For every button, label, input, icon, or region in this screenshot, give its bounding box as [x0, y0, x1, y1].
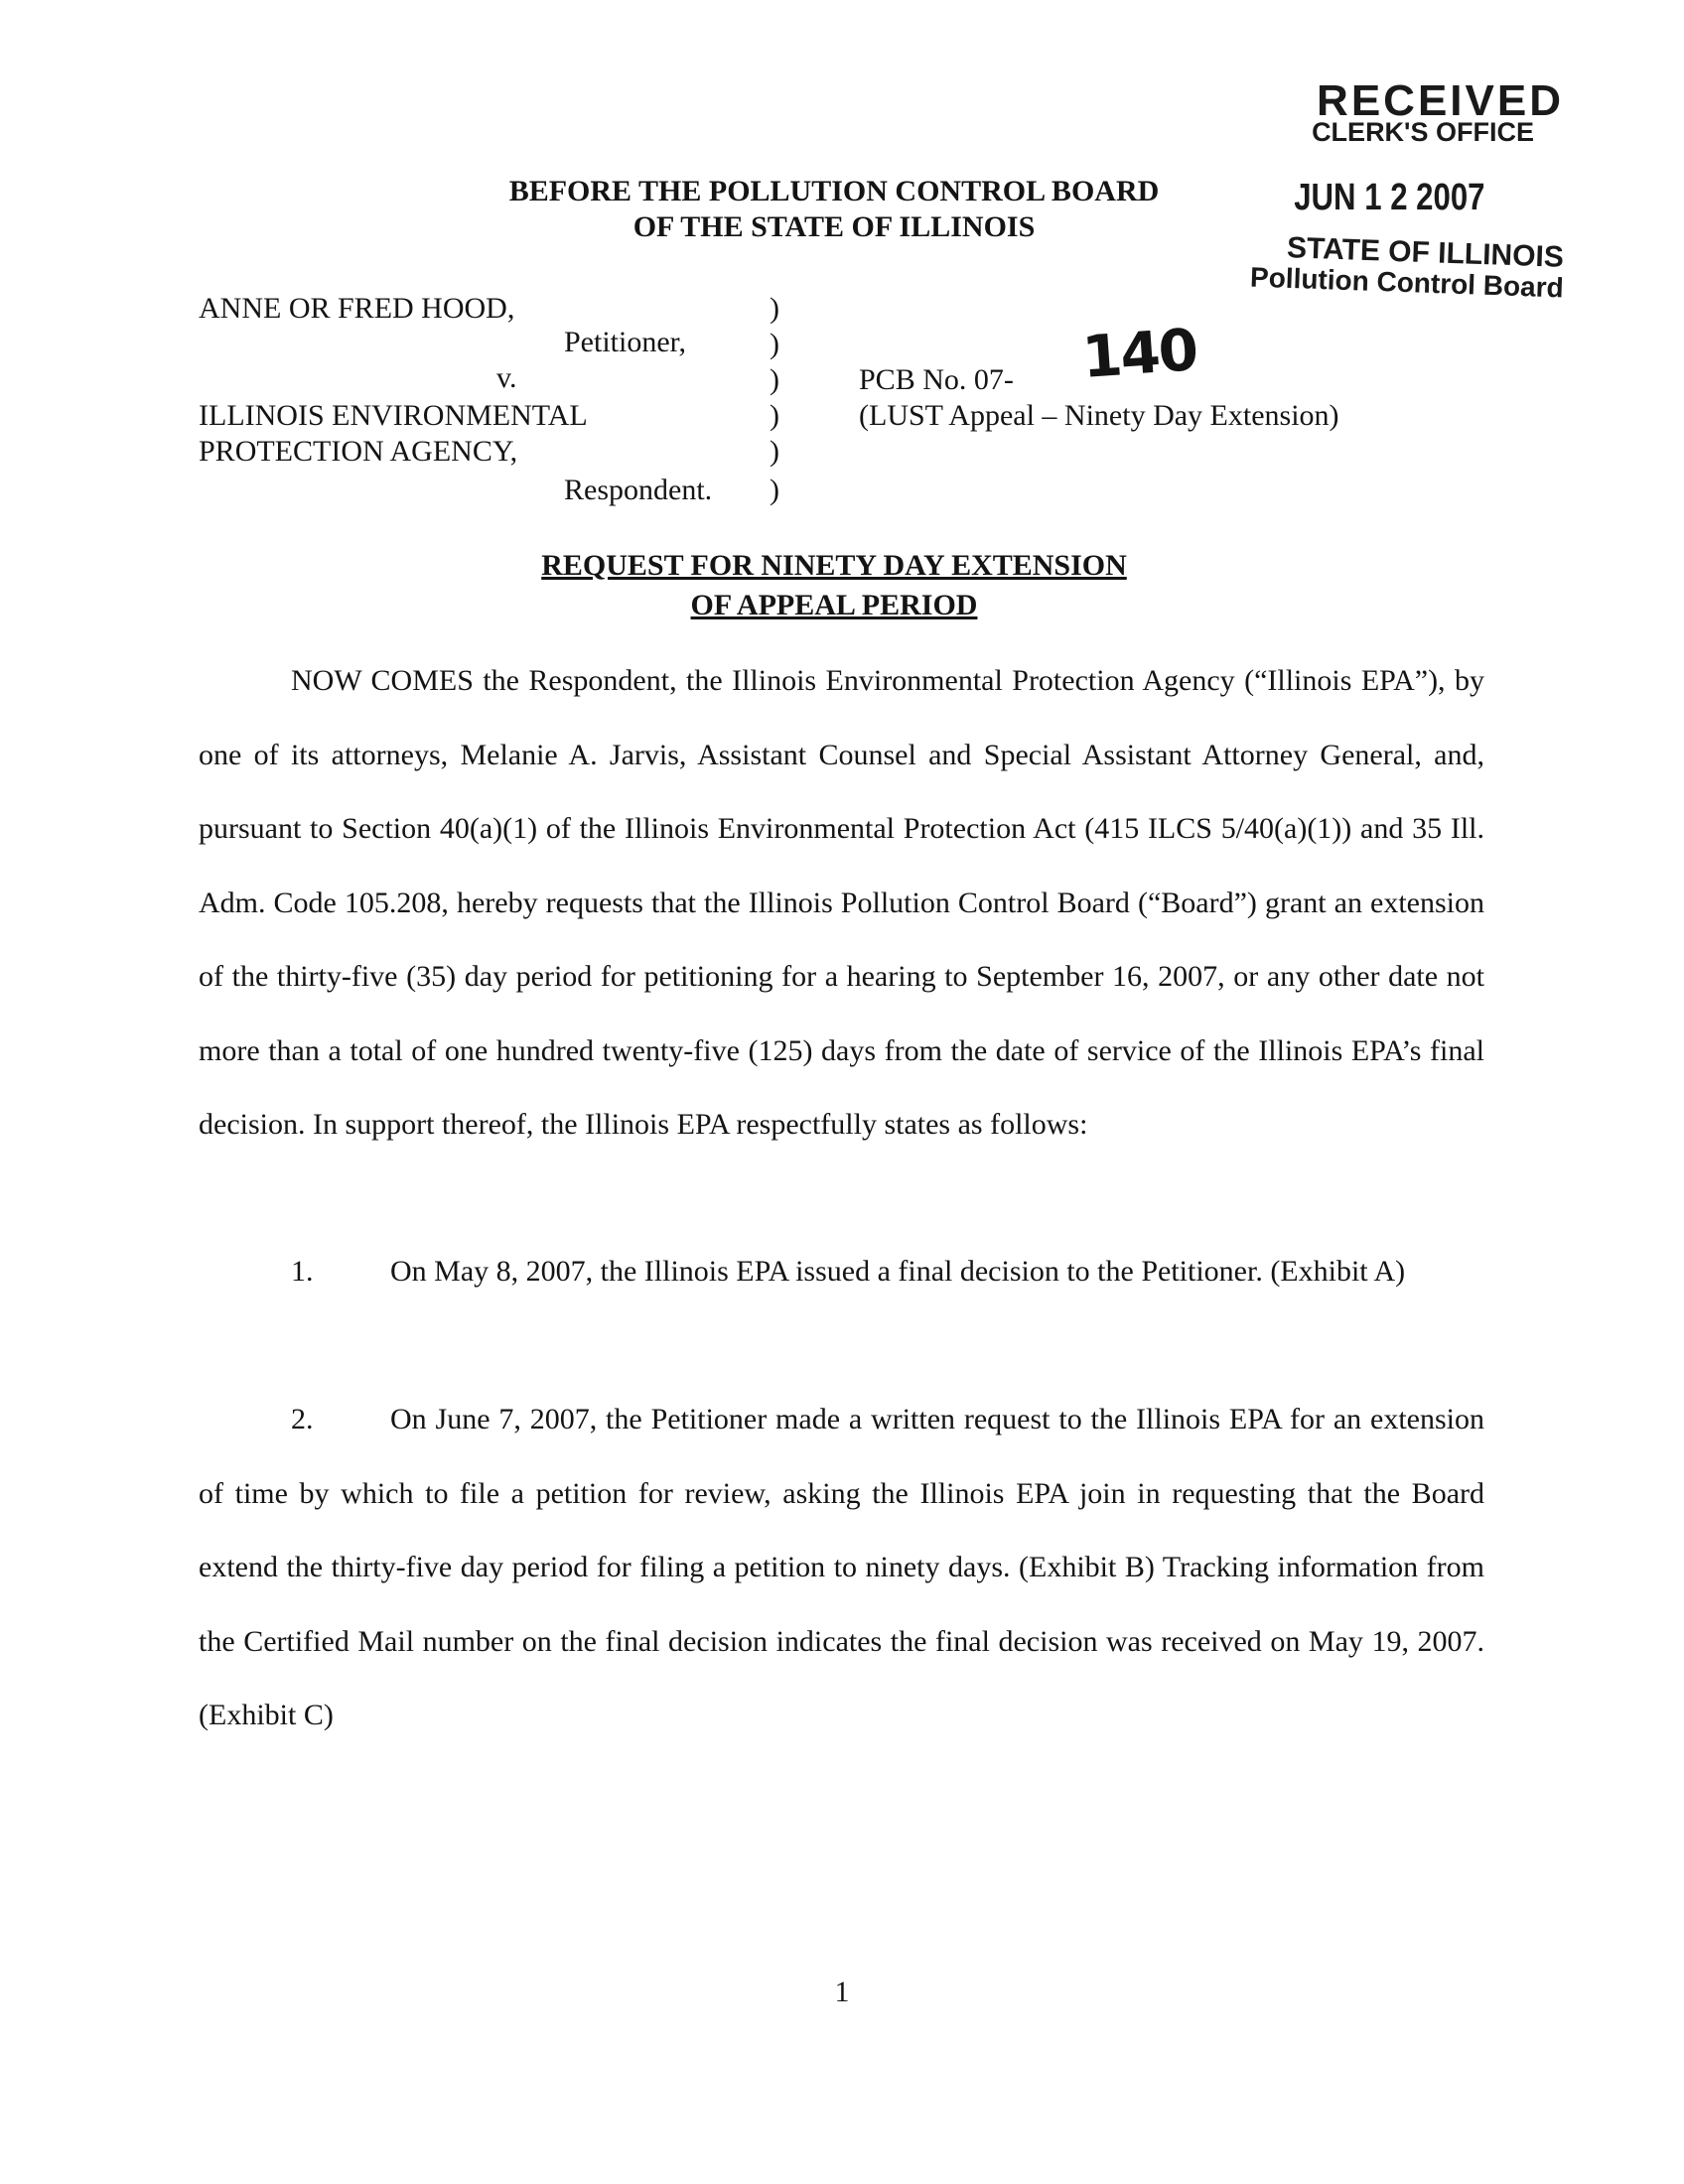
item-number: 2.: [291, 1403, 314, 1435]
stamp-clerks-office: CLERK'S OFFICE: [1312, 117, 1534, 147]
caption-paren: ): [770, 292, 779, 325]
page-number: 1: [834, 1976, 850, 2008]
numbered-paragraph-1: [199, 1235, 1484, 1309]
stamp-board: Pollution Control Board: [1249, 261, 1565, 304]
respondent-name-line-2: PROTECTION AGENCY,: [199, 435, 518, 468]
intro-paragraph: NOW COMES the Respondent, the Illinois Environmental Protection Agency (“Illinois EPA”), by one of its attorneys, Melanie A. Jarvis, Assistant Counsel and Special Assistant Attorney General, and, pursuant to Section 40(a)(1) of the Illinois Environmental Protection Act (415 ILCS 5/40(a)(1)) and 35 Ill. Adm. Code 105.208, hereby requests that the Illinois Pollution Control Board (“Board”) grant an extension of the thirty-five (35) day period for petitioning for a hearing to September 16, 2007, or any other date not more than a total of one hundred twenty-five (125) days from the date of service of the Illinois EPA’s final decision. In support thereof, the Illinois EPA respectfully states as follows:: [199, 664, 1484, 1141]
case-number-prefix: PCB No. 07-: [859, 363, 1014, 396]
heading-line-2: OF THE STATE OF ILLINOIS: [632, 210, 1036, 243]
respondent-name-line-1: ILLINOIS ENVIRONMENTAL: [199, 399, 588, 432]
caption-paren: ): [770, 399, 779, 432]
title-line-2: OF APPEAL PERIOD: [690, 589, 978, 621]
caption-paren: ): [770, 435, 779, 468]
item-number: 1.: [291, 1255, 314, 1288]
case-type: (LUST Appeal – Ninety Day Extension): [859, 399, 1339, 432]
stamp-state: STATE OF ILLINOIS: [1286, 231, 1565, 274]
stamp-date: JUN 1 2 2007: [1293, 177, 1484, 218]
heading-line-1: BEFORE THE POLLUTION CONTROL BOARD: [508, 175, 1160, 207]
respondent-role: Respondent.: [564, 474, 713, 506]
item-text: On May 8, 2007, the Illinois EPA issued a final decision to the Petitioner. (Exhibit A): [390, 1255, 1406, 1288]
petitioner-role: Petitioner,: [564, 326, 686, 358]
received-stamp: [1226, 76, 1565, 304]
petitioner-name: ANNE OR FRED HOOD,: [199, 292, 515, 325]
handwritten-case-number: 140: [1079, 316, 1199, 391]
caption-paren: ): [770, 474, 779, 506]
versus: v.: [496, 361, 517, 394]
document-title: [437, 546, 1231, 625]
caption-paren: ): [770, 328, 779, 360]
numbered-paragraph-2: [199, 1383, 1484, 1753]
item-text: On June 7, 2007, the Petitioner made a written request to the Illinois EPA for an extension of time by which to file a petition for review, asking the Illinois EPA join in requesting that the Board extend the thirty-five day period for filing a petition to ninety days. (Exhibit B) Tracking information from the Certified Mail number on the final decision indicates the final decision was received on May 19, 2007. (Exhibit C): [199, 1403, 1484, 1731]
document-heading: [437, 174, 1231, 245]
caption-paren: ): [770, 363, 779, 396]
title-line-1: REQUEST FOR NINETY DAY EXTENSION: [541, 549, 1127, 582]
stamp-received: RECEIVED: [1317, 76, 1564, 125]
